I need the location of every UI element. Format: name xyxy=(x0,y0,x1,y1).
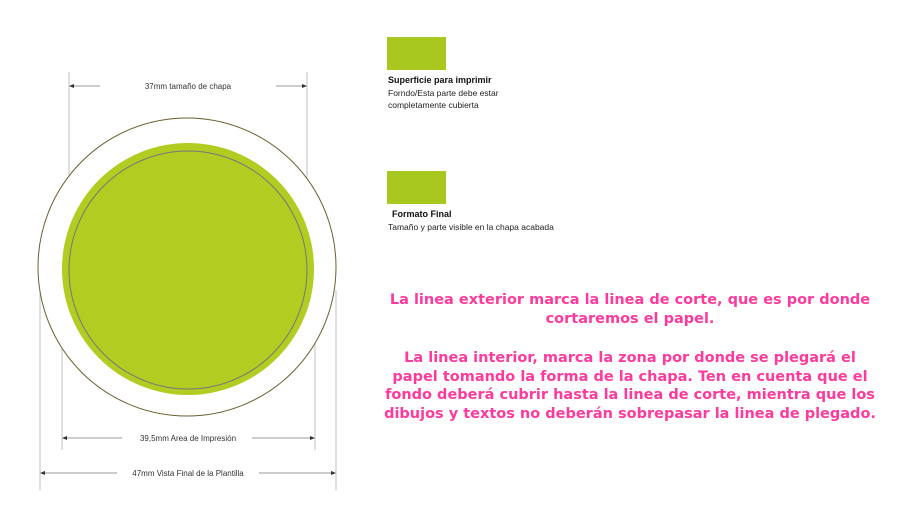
arrowhead-37-right xyxy=(302,84,307,88)
arrowhead-39-right xyxy=(310,436,315,440)
arrowhead-39-left xyxy=(62,436,67,440)
fold-line-note: La linea interior, marca la zona por donde se plegará el papel tomando la forma de la chapa. Ten en cuenta que el fondo deberá cubrir hasta la linea de corte, mientra que los dibujos y textos no deberán sobrepasar la linea de plegado. xyxy=(384,350,876,422)
print-area-circle xyxy=(62,143,314,395)
printable-surface-swatch xyxy=(387,37,446,70)
arrowhead-47-left xyxy=(40,471,45,475)
dimension-label-47mm: 47mm Vista Final de la Plantilla xyxy=(132,469,244,478)
cut-line-note: La linea exterior marca la linea de corte, que es por donde cortaremos el papel. xyxy=(389,292,871,327)
arrowhead-37-left xyxy=(69,84,74,88)
printable-surface-title: Superficie para imprimir xyxy=(388,75,492,85)
dimension-label-39-5mm: 39,5mm Area de Impresión xyxy=(139,434,237,443)
final-format-title: Formato Final xyxy=(392,209,452,219)
final-format-desc: Tamaño y parte visible en la chapa acabada xyxy=(388,222,554,232)
dimension-label-37mm: 37mm tamaño de chapa xyxy=(144,82,232,91)
printable-surface-desc: Forndo/Esta parte debe estar completamente cubierta xyxy=(388,88,499,110)
final-format-swatch xyxy=(387,171,446,204)
arrowhead-47-right xyxy=(331,471,336,475)
